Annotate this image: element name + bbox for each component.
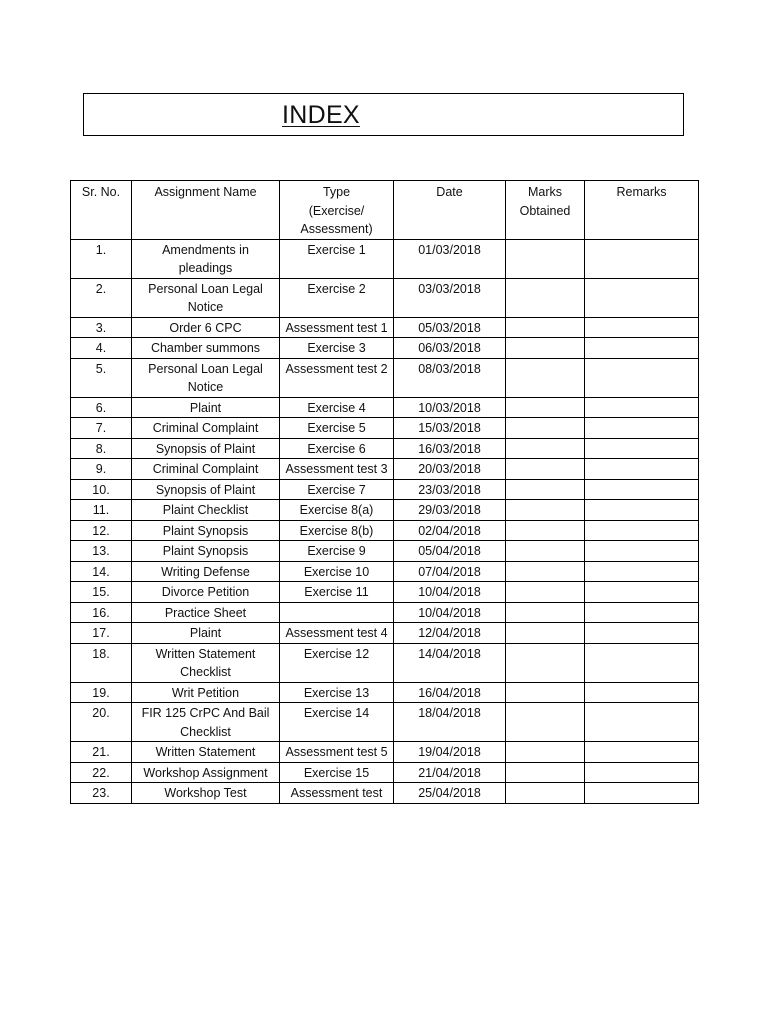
- table-row: [71, 762, 699, 783]
- cell-date: 12/04/2018: [394, 623, 506, 644]
- header-sr-no: Sr. No.: [71, 181, 132, 240]
- cell-type: [280, 602, 394, 623]
- table-row: [71, 479, 699, 500]
- page-title: INDEX: [282, 101, 360, 129]
- cell-date: 06/03/2018: [394, 338, 506, 359]
- table-row: [71, 703, 699, 742]
- cell-remarks: [585, 397, 699, 418]
- cell-type: Assessment test 2: [280, 358, 394, 397]
- cell-sr-no: 13.: [71, 541, 132, 562]
- table-row: [71, 500, 699, 521]
- cell-remarks: [585, 541, 699, 562]
- cell-type: Exercise 15: [280, 762, 394, 783]
- cell-remarks: [585, 438, 699, 459]
- cell-assignment-name: Synopsis of Plaint: [132, 479, 280, 500]
- cell-remarks: [585, 317, 699, 338]
- cell-assignment-name: Writ Petition: [132, 682, 280, 703]
- cell-date: 08/03/2018: [394, 358, 506, 397]
- table-row: [71, 358, 699, 397]
- cell-type: Exercise 8(a): [280, 500, 394, 521]
- cell-remarks: [585, 358, 699, 397]
- cell-assignment-name: Criminal Complaint: [132, 459, 280, 480]
- cell-assignment-name: Written Statement Checklist: [132, 643, 280, 682]
- cell-type: Exercise 9: [280, 541, 394, 562]
- cell-marks-obtained: [506, 239, 585, 278]
- table-row: [71, 520, 699, 541]
- index-title-box: [83, 93, 684, 136]
- cell-remarks: [585, 703, 699, 742]
- cell-type: Exercise 5: [280, 418, 394, 439]
- cell-sr-no: 8.: [71, 438, 132, 459]
- table-row: [71, 317, 699, 338]
- cell-marks-obtained: [506, 479, 585, 500]
- table-row: [71, 643, 699, 682]
- cell-sr-no: 1.: [71, 239, 132, 278]
- cell-assignment-name: Order 6 CPC: [132, 317, 280, 338]
- cell-date: 02/04/2018: [394, 520, 506, 541]
- cell-sr-no: 10.: [71, 479, 132, 500]
- cell-date: 05/03/2018: [394, 317, 506, 338]
- cell-marks-obtained: [506, 742, 585, 763]
- cell-assignment-name: Personal Loan Legal Notice: [132, 278, 280, 317]
- table-row: [71, 623, 699, 644]
- cell-assignment-name: Written Statement: [132, 742, 280, 763]
- header-row: [71, 181, 699, 240]
- cell-sr-no: 12.: [71, 520, 132, 541]
- cell-marks-obtained: [506, 278, 585, 317]
- cell-marks-obtained: [506, 459, 585, 480]
- cell-assignment-name: Criminal Complaint: [132, 418, 280, 439]
- cell-date: 23/03/2018: [394, 479, 506, 500]
- cell-assignment-name: Plaint: [132, 623, 280, 644]
- cell-remarks: [585, 682, 699, 703]
- table-row: [71, 742, 699, 763]
- cell-remarks: [585, 520, 699, 541]
- table-row: [71, 582, 699, 603]
- header-date: Date: [394, 181, 506, 240]
- cell-sr-no: 3.: [71, 317, 132, 338]
- cell-assignment-name: Workshop Test: [132, 783, 280, 804]
- cell-sr-no: 21.: [71, 742, 132, 763]
- cell-type: Exercise 10: [280, 561, 394, 582]
- cell-type: Exercise 4: [280, 397, 394, 418]
- cell-type: Exercise 12: [280, 643, 394, 682]
- cell-remarks: [585, 500, 699, 521]
- header-assignment-name: Assignment Name: [132, 181, 280, 240]
- cell-remarks: [585, 762, 699, 783]
- cell-sr-no: 2.: [71, 278, 132, 317]
- cell-assignment-name: Plaint: [132, 397, 280, 418]
- cell-marks-obtained: [506, 438, 585, 459]
- cell-assignment-name: Plaint Synopsis: [132, 541, 280, 562]
- cell-sr-no: 18.: [71, 643, 132, 682]
- cell-sr-no: 11.: [71, 500, 132, 521]
- cell-type: Assessment test: [280, 783, 394, 804]
- cell-assignment-name: Synopsis of Plaint: [132, 438, 280, 459]
- cell-date: 20/03/2018: [394, 459, 506, 480]
- cell-type: Exercise 2: [280, 278, 394, 317]
- cell-sr-no: 19.: [71, 682, 132, 703]
- cell-sr-no: 22.: [71, 762, 132, 783]
- cell-assignment-name: Practice Sheet: [132, 602, 280, 623]
- cell-assignment-name: Writing Defense: [132, 561, 280, 582]
- table-row: [71, 278, 699, 317]
- cell-sr-no: 15.: [71, 582, 132, 603]
- cell-sr-no: 16.: [71, 602, 132, 623]
- cell-type: Assessment test 5: [280, 742, 394, 763]
- cell-date: 29/03/2018: [394, 500, 506, 521]
- cell-marks-obtained: [506, 520, 585, 541]
- cell-type: Exercise 14: [280, 703, 394, 742]
- table-row: [71, 438, 699, 459]
- cell-type: Exercise 13: [280, 682, 394, 703]
- cell-marks-obtained: [506, 682, 585, 703]
- table-row: [71, 561, 699, 582]
- cell-marks-obtained: [506, 623, 585, 644]
- table-row: [71, 783, 699, 804]
- table-row: [71, 418, 699, 439]
- cell-remarks: [585, 742, 699, 763]
- cell-marks-obtained: [506, 397, 585, 418]
- cell-type: Assessment test 4: [280, 623, 394, 644]
- cell-type: Exercise 8(b): [280, 520, 394, 541]
- cell-marks-obtained: [506, 643, 585, 682]
- cell-sr-no: 14.: [71, 561, 132, 582]
- cell-date: 10/03/2018: [394, 397, 506, 418]
- cell-sr-no: 7.: [71, 418, 132, 439]
- cell-assignment-name: Amendments in pleadings: [132, 239, 280, 278]
- table-row: [71, 338, 699, 359]
- cell-date: 07/04/2018: [394, 561, 506, 582]
- table-row: [71, 459, 699, 480]
- cell-remarks: [585, 623, 699, 644]
- cell-marks-obtained: [506, 582, 585, 603]
- cell-date: 16/04/2018: [394, 682, 506, 703]
- cell-date: 15/03/2018: [394, 418, 506, 439]
- cell-sr-no: 5.: [71, 358, 132, 397]
- cell-date: 10/04/2018: [394, 602, 506, 623]
- table-row: [71, 239, 699, 278]
- table-row: [71, 541, 699, 562]
- cell-sr-no: 9.: [71, 459, 132, 480]
- cell-date: 01/03/2018: [394, 239, 506, 278]
- cell-marks-obtained: [506, 418, 585, 439]
- cell-remarks: [585, 561, 699, 582]
- cell-type: Exercise 3: [280, 338, 394, 359]
- cell-assignment-name: Chamber summons: [132, 338, 280, 359]
- cell-assignment-name: Plaint Checklist: [132, 500, 280, 521]
- cell-type: Exercise 11: [280, 582, 394, 603]
- cell-date: 19/04/2018: [394, 742, 506, 763]
- cell-date: 10/04/2018: [394, 582, 506, 603]
- cell-assignment-name: Divorce Petition: [132, 582, 280, 603]
- cell-sr-no: 4.: [71, 338, 132, 359]
- cell-marks-obtained: [506, 783, 585, 804]
- index-table: [70, 180, 699, 804]
- header-remarks: Remarks: [585, 181, 699, 240]
- cell-date: 18/04/2018: [394, 703, 506, 742]
- cell-remarks: [585, 278, 699, 317]
- header-type: Type (Exercise/ Assessment): [280, 181, 394, 240]
- cell-type: Assessment test 1: [280, 317, 394, 338]
- cell-sr-no: 17.: [71, 623, 132, 644]
- cell-remarks: [585, 643, 699, 682]
- cell-marks-obtained: [506, 500, 585, 521]
- cell-sr-no: 20.: [71, 703, 132, 742]
- cell-assignment-name: Plaint Synopsis: [132, 520, 280, 541]
- cell-date: 25/04/2018: [394, 783, 506, 804]
- cell-date: 16/03/2018: [394, 438, 506, 459]
- table-row: [71, 682, 699, 703]
- cell-remarks: [585, 783, 699, 804]
- cell-marks-obtained: [506, 762, 585, 783]
- cell-assignment-name: Workshop Assignment: [132, 762, 280, 783]
- cell-remarks: [585, 459, 699, 480]
- cell-assignment-name: Personal Loan Legal Notice: [132, 358, 280, 397]
- cell-remarks: [585, 418, 699, 439]
- cell-sr-no: 6.: [71, 397, 132, 418]
- cell-remarks: [585, 479, 699, 500]
- cell-sr-no: 23.: [71, 783, 132, 804]
- cell-type: Exercise 1: [280, 239, 394, 278]
- cell-remarks: [585, 239, 699, 278]
- cell-date: 21/04/2018: [394, 762, 506, 783]
- cell-type: Exercise 7: [280, 479, 394, 500]
- table-row: [71, 397, 699, 418]
- cell-marks-obtained: [506, 561, 585, 582]
- cell-marks-obtained: [506, 317, 585, 338]
- cell-marks-obtained: [506, 358, 585, 397]
- cell-date: 14/04/2018: [394, 643, 506, 682]
- table-row: [71, 602, 699, 623]
- cell-date: 03/03/2018: [394, 278, 506, 317]
- cell-remarks: [585, 582, 699, 603]
- cell-marks-obtained: [506, 703, 585, 742]
- header-marks-obtained: Marks Obtained: [506, 181, 585, 240]
- cell-marks-obtained: [506, 602, 585, 623]
- cell-remarks: [585, 338, 699, 359]
- cell-marks-obtained: [506, 338, 585, 359]
- cell-remarks: [585, 602, 699, 623]
- cell-date: 05/04/2018: [394, 541, 506, 562]
- cell-marks-obtained: [506, 541, 585, 562]
- cell-assignment-name: FIR 125 CrPC And Bail Checklist: [132, 703, 280, 742]
- cell-type: Assessment test 3: [280, 459, 394, 480]
- cell-type: Exercise 6: [280, 438, 394, 459]
